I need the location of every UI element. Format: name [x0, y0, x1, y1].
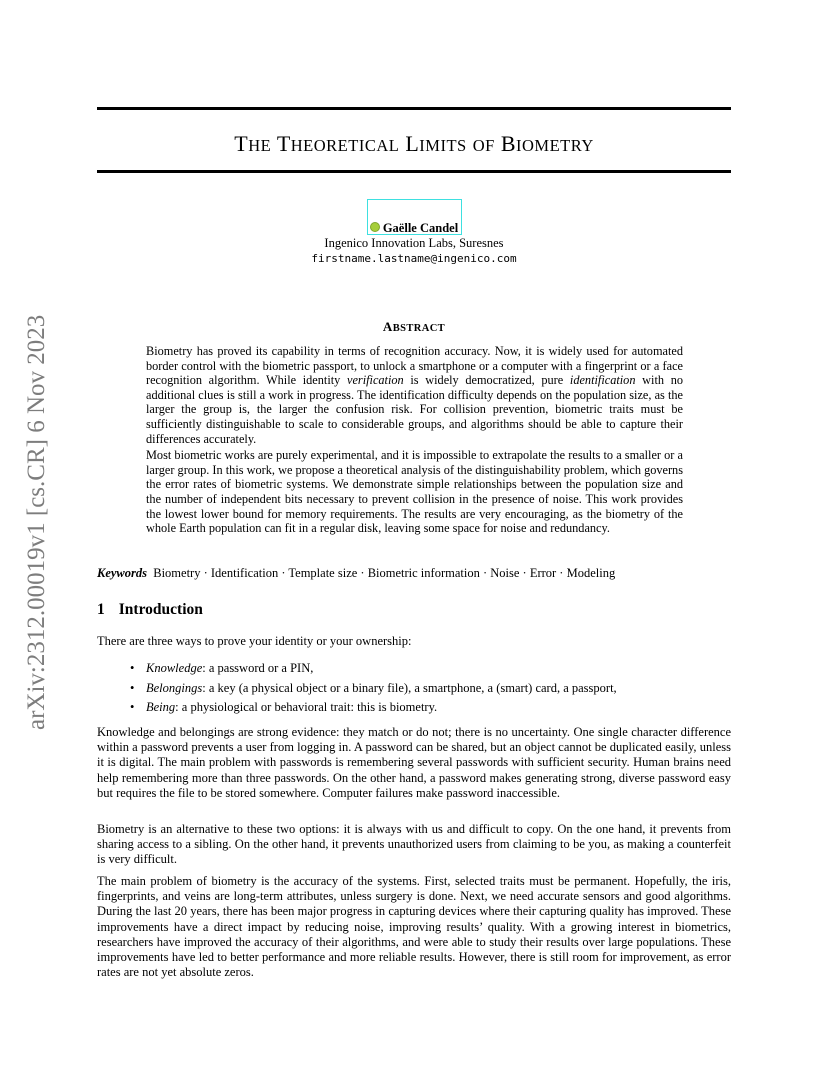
bullet-text: : a password or a PIN, [202, 661, 314, 675]
bullet-text: : a physiological or behavioral trait: this is biometry. [175, 700, 438, 714]
title-w1-cap: T [234, 131, 249, 156]
title-w2-rest: HEORETICAL [290, 136, 400, 155]
arxiv-side-stamp: arXiv:2312.00019v1 [cs.CR] 6 Nov 2023 [23, 314, 50, 730]
title-rule-top [97, 107, 731, 110]
section-heading [97, 601, 203, 619]
author-affiliation: Ingenico Innovation Labs, Suresnes [324, 236, 504, 250]
abstract-body [146, 344, 683, 538]
list-item [130, 659, 617, 679]
intro-paragraph-2: Knowledge and belongings are strong evidence: they match or do not; there is no uncertainty. One single character difference within a password prevents a user from logging in. A password can be shared, but an object cannot be duplicated easily, unless it is digital. The main problem with passwords is remembering several passwords with sufficient security. Human brains need help remembering more than three passwords. On the other hand, a password makes generating strong, diverse password easy but requires the file to be stored somewhere. Computer failures make password inaccessible. [97, 725, 731, 800]
paper-title [97, 131, 731, 157]
bullet-term: Knowledge [146, 661, 203, 675]
bullet-term: Being [146, 700, 176, 714]
author-line [97, 221, 731, 236]
abstract-p1-a: Biometry has proved its capability in terms of recognition accuracy. Now, it is widely used for automated border control with the biometric passport, to unlock a smartphone or a computer with a fingerprint or a face recognition algorithm. While identity [146, 344, 683, 388]
abstract-p1-c: with no additional clues is still a work in progress. The identification difficulty depends on the population size, as the larger the group is, the larger the confusion risk. For collision prevention, biometric traits must be sufficiently distinguishable to scale to considerable groups, and algorithms should be able to capture their differences accurately. [146, 373, 683, 446]
intro-paragraph-4: The main problem of biometry is the accuracy of the systems. First, selected traits must be permanent. Hopefully, the iris, fingerprints, and veins are long-term attributes, unless surgery is done. Next, we need accurate sensors and good algorithms. During the last 20 years, there has been major progress in capturing devices where their capturing quality has improved. These improvements have a direct impact by reducing noise, improving results’ quality. With a growing interest in biometrics, researchers have improved the accuracy of their algorithms, and were able to study their results over large populations. These improvements have led to better performance and more reliable results. However, there is still room for improvement, as error rates are not yet absolute zeros. [97, 874, 731, 980]
section-number: 1 [97, 601, 105, 618]
abstract-p1-em2: identification [569, 373, 636, 388]
abstract-p1-em1: verification [347, 373, 404, 388]
title-w2-cap: T [276, 131, 291, 156]
abstract-paragraph-1 [146, 344, 683, 446]
list-item [130, 698, 617, 718]
keywords-line [97, 566, 731, 581]
keywords-label: Keywords [97, 566, 147, 580]
list-item [130, 679, 617, 699]
author-email: firstname.lastname@ingenico.com [311, 252, 517, 265]
title-w5-cap: B [500, 131, 516, 156]
title-w4-rest: OF [472, 136, 495, 155]
bullet-list [130, 659, 617, 718]
title-w5-rest: IOMETRY [516, 136, 594, 155]
keywords-text: Biometry · Identification · Template size · Biometric information · Noise · Error · Modeling [153, 566, 616, 580]
title-w3-cap: L [405, 131, 420, 156]
intro-paragraph-1: There are three ways to prove your identity or your ownership: [97, 634, 412, 648]
title-w3-rest: IMITS [419, 136, 467, 155]
abstract-heading-rest: BSTRACT [392, 323, 446, 334]
orcid-icon[interactable] [370, 222, 380, 232]
section-title: Introduction [118, 601, 203, 618]
abstract-p1-b: is widely democratized, pure [403, 373, 570, 388]
intro-paragraph-3: Biometry is an alternative to these two options: it is always with us and difficult to copy. On the one hand, it prevents from sharing access to a sibling. On the other hand, it prevents unauthorized users from claiming to be you, as making a counterfeit is very difficult. [97, 822, 731, 867]
title-w1-rest: HE [248, 136, 272, 155]
title-rule-bottom [97, 170, 731, 173]
abstract-heading-cap: A [382, 319, 393, 334]
bullet-text: : a key (a physical object or a binary file), a smartphone, a (smart) card, a passport, [202, 680, 617, 695]
bullet-term: Belongings [146, 680, 203, 695]
author-name[interactable]: Gaëlle Candel [382, 221, 459, 235]
abstract-heading [97, 319, 731, 335]
abstract-paragraph-2: Most biometric works are purely experimental, and it is impossible to extrapolate the results to a smaller or a larger group. In this work, we propose a theoretical analysis of the distinguishability problem, which governs the error rates of biometric systems. We demonstrate simple relationships between the population size and the number of independent bits necessary to prevent collision in the presence of noise. This work provides the lowest lower bound for memory requirements. The results are very encouraging, as the biometry of the whole Earth population can fit in a regular disk, leaving some space for noise and redundancy. [146, 448, 683, 536]
